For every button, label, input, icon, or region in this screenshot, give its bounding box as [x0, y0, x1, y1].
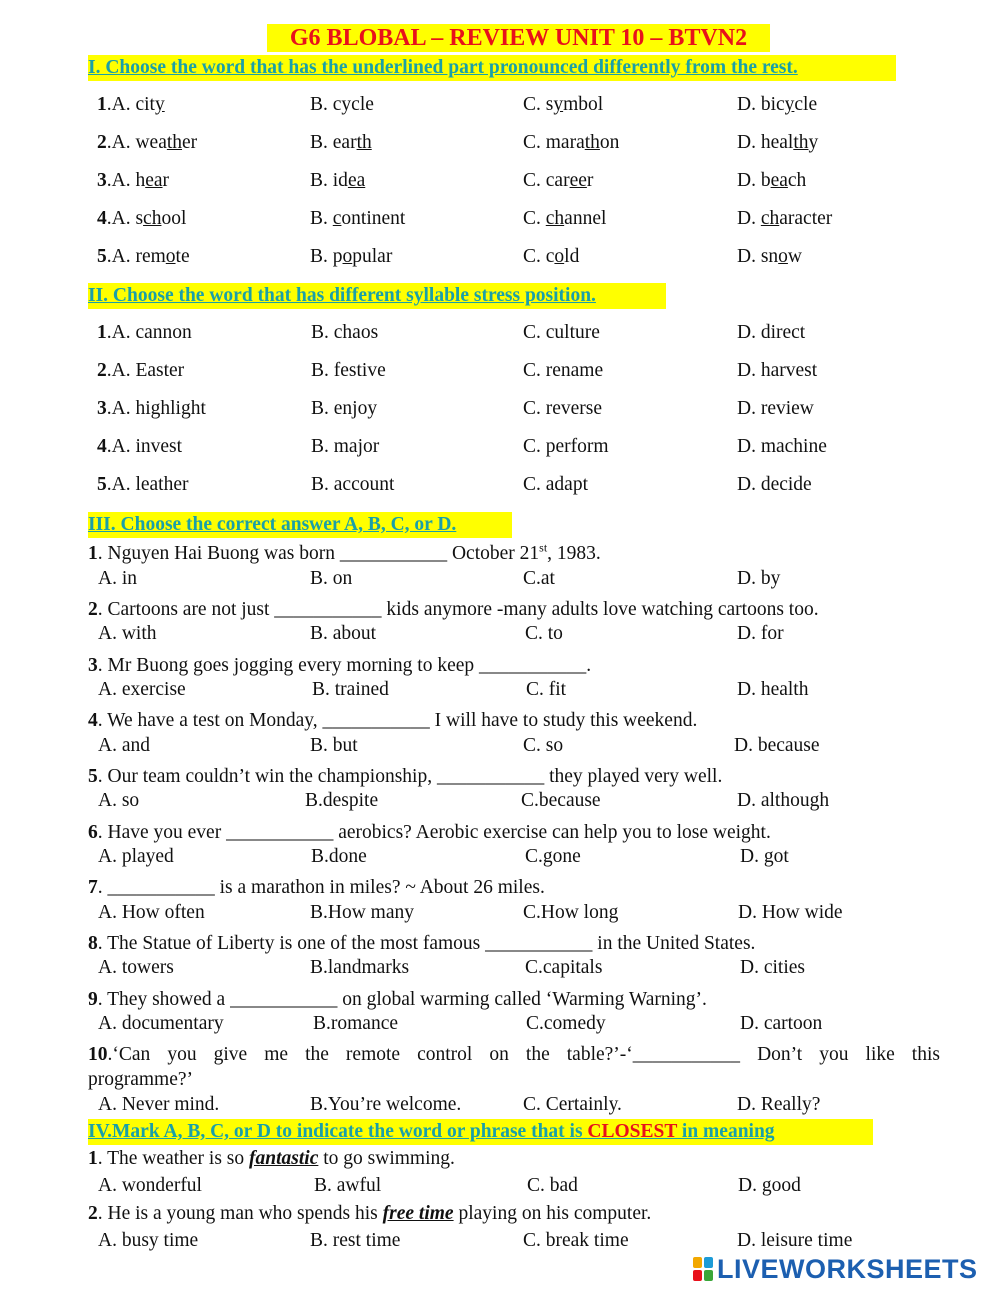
answer-option[interactable]: [310, 205, 405, 233]
question-text: to go swimming.: [318, 1148, 455, 1169]
answer-option[interactable]: C. so: [523, 735, 564, 756]
question-row: [0, 471, 1000, 499]
option-text: er: [182, 132, 198, 153]
answer-option[interactable]: B.landmarks: [310, 957, 410, 978]
question-number: 2: [97, 360, 107, 381]
answer-option[interactable]: [310, 243, 392, 271]
ordinal-suffix: st: [539, 540, 548, 555]
answer-option[interactable]: A. played: [98, 846, 174, 867]
question-number: 1: [88, 543, 98, 564]
question-text: . The weather is so: [97, 1148, 250, 1169]
answer-option[interactable]: C.capitals: [525, 957, 603, 978]
answer-option[interactable]: [97, 129, 197, 157]
option-text: aracter: [779, 208, 833, 229]
question-stem: [88, 708, 697, 734]
question-text: . ___________ is a marathon in miles? ~ About 26 miles.: [97, 877, 545, 898]
option-text: D. bic: [737, 94, 785, 115]
answer-option[interactable]: [737, 471, 812, 499]
question-stem: [88, 597, 819, 623]
answer-option[interactable]: C.gone: [525, 846, 581, 867]
underlined-part: o: [165, 246, 176, 267]
option-text: C. rename: [523, 360, 604, 381]
answer-option[interactable]: D. health: [737, 679, 809, 700]
key-phrase: free time: [382, 1203, 454, 1224]
answer-option[interactable]: [737, 205, 832, 233]
question-text: . Nguyen Hai Buong was born ___________ October 21: [97, 543, 540, 564]
option-text: .A. Easter: [106, 360, 185, 381]
option-text: .A. leather: [106, 474, 189, 495]
answer-option[interactable]: B. about: [310, 623, 377, 644]
answer-option[interactable]: D. How wide: [738, 902, 843, 923]
answer-option[interactable]: A. exercise: [98, 679, 186, 700]
option-text: C. c: [523, 246, 555, 267]
options-row: [0, 955, 1000, 981]
option-text: y: [808, 132, 819, 153]
logo-square-icon: [704, 1270, 713, 1281]
answer-option[interactable]: [97, 243, 190, 271]
answer-option[interactable]: A. documentary: [98, 1013, 224, 1034]
question-number: 2: [88, 1203, 98, 1224]
option-text: B. festive: [311, 360, 386, 381]
option-text: le: [359, 94, 374, 115]
underlined-part: th: [356, 132, 372, 153]
option-text: pular: [352, 246, 393, 267]
underlined-part: o: [778, 246, 788, 267]
question-number: 5: [88, 766, 98, 787]
question-number: 5: [97, 246, 107, 267]
answer-option[interactable]: [311, 433, 379, 461]
question-row: [0, 205, 1000, 233]
option-text: .A. invest: [106, 436, 183, 457]
option-text: cle: [794, 94, 818, 115]
question-text: . We have a test on Monday, ___________ I will have to study this weekend.: [97, 710, 698, 731]
logo-square-icon: [704, 1257, 713, 1268]
section-4-heading-keyword: CLOSEST: [587, 1121, 678, 1142]
option-text: C. car: [523, 170, 570, 191]
underlined-part: y: [553, 94, 564, 115]
question-stem: [88, 931, 755, 957]
question-row: [0, 167, 1000, 195]
answer-option[interactable]: [523, 129, 619, 157]
answer-option[interactable]: [97, 319, 192, 347]
answer-option[interactable]: D. Really?: [737, 1094, 821, 1115]
answer-option[interactable]: [737, 433, 827, 461]
section-2-heading: II. Choose the word that has different syllable stress position.: [88, 283, 666, 309]
option-text: mbol: [563, 94, 604, 115]
answer-option[interactable]: [310, 167, 365, 195]
option-text: .A. highlight: [106, 398, 206, 419]
answer-option[interactable]: [737, 395, 814, 423]
answer-option[interactable]: [311, 395, 377, 423]
options-row: [0, 844, 1000, 870]
answer-option[interactable]: C.comedy: [526, 1013, 606, 1034]
answer-option[interactable]: C. Certainly.: [523, 1094, 622, 1115]
option-text: ontinent: [341, 208, 406, 229]
option-text: B. enjoy: [311, 398, 378, 419]
answer-option[interactable]: [523, 205, 606, 233]
question-number: 2: [88, 599, 98, 620]
answer-option[interactable]: D. leisure time: [737, 1230, 853, 1251]
question-stem: [88, 820, 771, 846]
logo-mark-icon: [693, 1257, 713, 1281]
question-number: 4: [88, 710, 98, 731]
answer-option[interactable]: B. but: [310, 735, 358, 756]
option-text: B.: [310, 208, 333, 229]
options-row: [0, 1173, 1000, 1199]
question-text: . They showed a ___________ on global warming called ‘Warming Warning’.: [97, 989, 707, 1010]
underlined-part: ea: [145, 170, 163, 191]
question-number: 2: [97, 132, 107, 153]
option-text: r: [162, 170, 170, 191]
answer-option[interactable]: [737, 91, 817, 119]
answer-option[interactable]: D. good: [738, 1175, 801, 1196]
underlined-part: o: [554, 246, 565, 267]
page-title: G6 BLOBAL – REVIEW UNIT 10 – BTVN2: [267, 24, 770, 52]
answer-option[interactable]: A. Never mind.: [98, 1094, 220, 1115]
question-number: 7: [88, 877, 98, 898]
option-text: D. machine: [737, 436, 827, 457]
options-row: [0, 733, 1000, 759]
answer-option[interactable]: [523, 91, 603, 119]
question-number: 1: [97, 322, 107, 343]
option-text: .A. h: [106, 170, 146, 191]
underlined-part: ee: [569, 170, 587, 191]
answer-option[interactable]: C.How long: [523, 902, 619, 923]
answer-option[interactable]: D. although: [737, 790, 830, 811]
question-text: . He is a young man who spends his: [97, 1203, 383, 1224]
option-text: B. account: [311, 474, 395, 495]
answer-option[interactable]: [311, 319, 378, 347]
answer-option[interactable]: [523, 395, 602, 423]
section-3-heading: III. Choose the correct answer A, B, C, or D.: [88, 512, 512, 538]
answer-option[interactable]: [97, 471, 189, 499]
question-stem: [88, 1146, 455, 1172]
options-row: [0, 788, 1000, 814]
answer-option[interactable]: B.romance: [313, 1013, 399, 1034]
question-number: 9: [88, 989, 98, 1010]
answer-option[interactable]: [523, 319, 600, 347]
underlined-part: th: [584, 132, 600, 153]
option-text: annel: [564, 208, 607, 229]
question-text: . Mr Buong goes jogging every morning to keep ___________.: [97, 655, 592, 676]
option-text: D. sn: [737, 246, 779, 267]
question-stem: [88, 875, 545, 901]
answer-option[interactable]: B.despite: [305, 790, 379, 811]
option-text: D.: [737, 208, 761, 229]
underlined-part: c: [332, 208, 342, 229]
underlined-part: ch: [545, 208, 565, 229]
option-text: .A. rem: [106, 246, 166, 267]
option-text: te: [175, 246, 190, 267]
options-row: [0, 1092, 1000, 1118]
answer-option[interactable]: D. for: [737, 623, 784, 644]
option-text: C. culture: [523, 322, 600, 343]
option-text: ool: [161, 208, 187, 229]
answer-option[interactable]: C. to: [525, 623, 563, 644]
answer-option[interactable]: B.How many: [310, 902, 414, 923]
question-number: 3: [97, 398, 107, 419]
answer-option[interactable]: A. How often: [98, 902, 205, 923]
option-text: D. heal: [737, 132, 794, 153]
underlined-part: th: [166, 132, 183, 153]
question-number: 3: [97, 170, 107, 191]
option-text: D. direct: [737, 322, 806, 343]
question-text: . Cartoons are not just ___________ kids anymore -many adults love watching cartoons too.: [97, 599, 819, 620]
underlined-part: y: [784, 94, 795, 115]
question-row: [0, 91, 1000, 119]
option-text: w: [787, 246, 803, 267]
answer-option[interactable]: C. fit: [526, 679, 567, 700]
option-text: ld: [564, 246, 580, 267]
option-text: B. major: [311, 436, 380, 457]
question-row: [0, 129, 1000, 157]
question-stem: [88, 541, 601, 567]
underlined-part: ch: [760, 208, 780, 229]
underlined-part: o: [342, 246, 353, 267]
question-number: 5: [97, 474, 107, 495]
options-row: [0, 900, 1000, 926]
question-stem: [88, 987, 707, 1013]
section-4-heading: [88, 1119, 873, 1145]
question-text: .‘Can you give me the remote control on the table?’-‘___________ Don’t you like this programme?’: [88, 1044, 940, 1090]
answer-option[interactable]: D. because: [734, 735, 820, 756]
answer-option[interactable]: C.at: [523, 568, 555, 589]
underlined-part: y: [154, 94, 165, 115]
option-text: B. id: [310, 170, 348, 191]
question-row: [0, 243, 1000, 271]
underlined-part: ch: [143, 208, 162, 229]
answer-option[interactable]: [737, 319, 805, 347]
option-text: C. adapt: [523, 474, 588, 495]
answer-option[interactable]: B.You’re welcome.: [310, 1094, 462, 1115]
option-text: D. decide: [737, 474, 812, 495]
answer-option[interactable]: A. in: [98, 568, 137, 589]
question-row: [0, 395, 1000, 423]
question-text: , 1983.: [547, 543, 601, 564]
answer-option[interactable]: [523, 167, 593, 195]
answer-option[interactable]: [97, 167, 169, 195]
answer-option[interactable]: A. wonderful: [98, 1175, 202, 1196]
answer-option[interactable]: [737, 357, 817, 385]
key-phrase: fantastic: [249, 1148, 319, 1169]
answer-option[interactable]: D. got: [740, 846, 789, 867]
option-text: ch: [787, 170, 807, 191]
options-row: [0, 677, 1000, 703]
logo-square-icon: [693, 1270, 702, 1281]
question-text: . The Statue of Liberty is one of the most famous ___________ in the United States.: [97, 933, 756, 954]
liveworksheets-logo: [693, 1254, 978, 1284]
option-text: B. cyc: [310, 94, 360, 115]
answer-option[interactable]: [97, 91, 165, 119]
options-row: [0, 566, 1000, 592]
option-text: B. p: [310, 246, 343, 267]
answer-option[interactable]: [737, 243, 802, 271]
answer-option[interactable]: B. on: [310, 568, 353, 589]
question-number: 6: [88, 822, 98, 843]
question-stem: [88, 653, 591, 679]
question-number: 1: [97, 94, 107, 115]
answer-option[interactable]: B. rest time: [310, 1230, 401, 1251]
option-text: .A. cit: [106, 94, 155, 115]
option-text: C. reverse: [523, 398, 603, 419]
question-text: . Have you ever ___________ aerobics? Aerobic exercise can help you to lose weight.: [97, 822, 771, 843]
answer-option[interactable]: A. towers: [98, 957, 174, 978]
options-row: [0, 621, 1000, 647]
option-text: D. review: [737, 398, 814, 419]
question-stem: [88, 1042, 940, 1092]
answer-option[interactable]: [97, 433, 182, 461]
option-text: C. s: [523, 94, 554, 115]
question-number: 3: [88, 655, 98, 676]
question-row: [0, 433, 1000, 461]
answer-option[interactable]: B.done: [311, 846, 367, 867]
question-stem: [88, 1201, 651, 1227]
question-number: 1: [88, 1148, 98, 1169]
options-row: [0, 1228, 1000, 1254]
question-number: 4: [97, 436, 107, 457]
answer-option[interactable]: [311, 471, 394, 499]
answer-option[interactable]: A. so: [98, 790, 140, 811]
question-number: 4: [97, 208, 107, 229]
answer-option[interactable]: D. cartoon: [740, 1013, 823, 1034]
answer-option[interactable]: [310, 129, 372, 157]
option-text: B. chaos: [311, 322, 379, 343]
question-number: 8: [88, 933, 98, 954]
underlined-part: ea: [770, 170, 788, 191]
option-text: .A. s: [106, 208, 144, 229]
underlined-part: th: [793, 132, 809, 153]
options-row: [0, 1011, 1000, 1037]
answer-option[interactable]: [523, 357, 603, 385]
answer-option[interactable]: B. trained: [312, 679, 389, 700]
answer-option[interactable]: B. awful: [314, 1175, 382, 1196]
answer-option[interactable]: A. with: [98, 623, 157, 644]
option-text: D. harvest: [737, 360, 818, 381]
question-row: [0, 357, 1000, 385]
answer-option[interactable]: C. bad: [527, 1175, 578, 1196]
answer-option[interactable]: C. break time: [523, 1230, 629, 1251]
option-text: C. perform: [523, 436, 609, 457]
question-text: playing on his computer.: [453, 1203, 652, 1224]
option-text: C.: [523, 208, 546, 229]
answer-option[interactable]: [310, 91, 374, 119]
option-text: B. ear: [310, 132, 357, 153]
answer-option[interactable]: [97, 357, 184, 385]
answer-option[interactable]: [737, 167, 806, 195]
answer-option[interactable]: C.because: [521, 790, 601, 811]
question-text: . Our team couldn’t win the championship, ___________ they played very well.: [97, 766, 723, 787]
option-text: r: [586, 170, 594, 191]
answer-option[interactable]: A. busy time: [98, 1230, 199, 1251]
section-4-heading-pre: IV.Mark A, B, C, or D to indicate the word or phrase that is: [88, 1121, 588, 1142]
question-number: 10: [88, 1044, 108, 1065]
answer-option[interactable]: [523, 243, 579, 271]
underlined-part: ea: [347, 170, 366, 191]
option-text: .A. wea: [106, 132, 167, 153]
logo-text: LIVEWORKSHEETS: [717, 1253, 978, 1284]
logo-square-icon: [693, 1257, 702, 1268]
answer-option[interactable]: [311, 357, 386, 385]
option-text: on: [599, 132, 620, 153]
answer-option[interactable]: D. cities: [740, 957, 805, 978]
question-row: [0, 319, 1000, 347]
answer-option[interactable]: [97, 395, 206, 423]
question-stem: [88, 764, 722, 790]
option-text: .A. cannon: [106, 322, 192, 343]
option-text: D. b: [737, 170, 771, 191]
section-4-heading-post: in meaning: [677, 1121, 775, 1142]
section-1-heading: I. Choose the word that has the underlined part pronounced differently from the rest.: [88, 55, 896, 81]
answer-option[interactable]: D. by: [737, 568, 781, 589]
option-text: C. mara: [523, 132, 585, 153]
answer-option[interactable]: A. and: [98, 735, 150, 756]
answer-option[interactable]: [523, 433, 609, 461]
answer-option[interactable]: [97, 205, 186, 233]
answer-option[interactable]: [737, 129, 818, 157]
answer-option[interactable]: [523, 471, 588, 499]
